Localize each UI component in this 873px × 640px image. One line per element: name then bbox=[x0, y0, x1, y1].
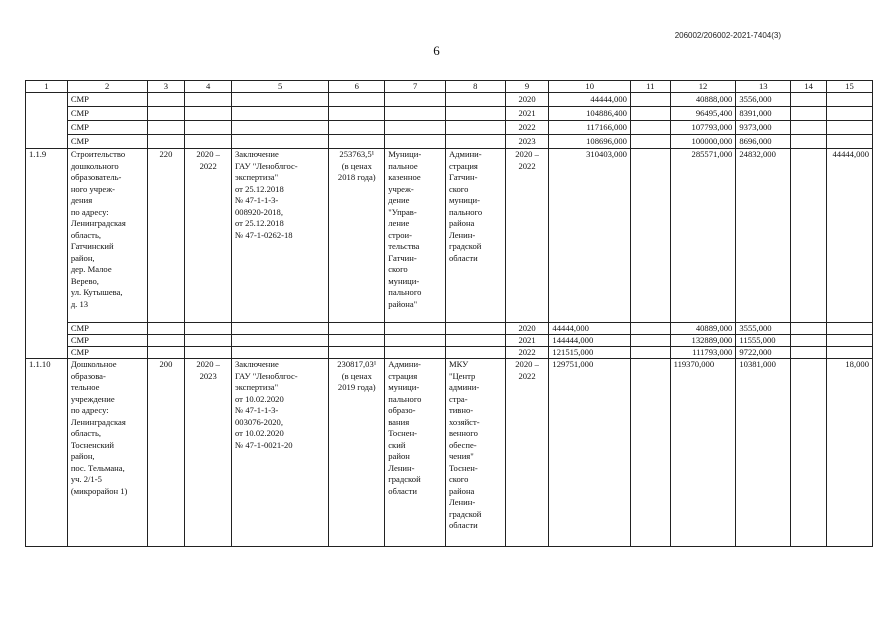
cell-local: 9722,000 bbox=[736, 347, 791, 359]
cell-estimate: 253763,5¹ (в ценах 2018 года) bbox=[329, 149, 385, 323]
cell-local: 8391,000 bbox=[736, 107, 791, 121]
cell-regional: 107793,000 bbox=[670, 121, 736, 135]
cell-estimate: 230817,03¹ (в ценах 2019 года) bbox=[329, 359, 385, 547]
table-header-row bbox=[26, 81, 873, 93]
table-row bbox=[26, 149, 873, 323]
cell-smr-label: СМР bbox=[67, 107, 147, 121]
cell-year: 2020 – 2022 bbox=[505, 149, 549, 323]
cell-developer: МКУ "Центр админи- стра- тивно- хозяйст- венного обеспе- чения" Тоснен- ского района Ленин- градской области bbox=[445, 359, 505, 547]
cell-total: 144444,000 bbox=[549, 335, 631, 347]
cell-item-number: 1.1.9 bbox=[26, 149, 68, 359]
cell-total: 310403,000 bbox=[549, 149, 631, 323]
column-header: 15 bbox=[826, 81, 872, 93]
cell-regional: 111793,000 bbox=[670, 347, 736, 359]
column-header: 4 bbox=[185, 81, 232, 93]
cell-total: 117166,000 bbox=[549, 121, 631, 135]
cell-total: 108696,000 bbox=[549, 135, 631, 149]
cell-local: 8696,000 bbox=[736, 135, 791, 149]
column-header: 1 bbox=[26, 81, 68, 93]
table-row bbox=[26, 359, 873, 547]
cell-local: 11555,000 bbox=[736, 335, 791, 347]
cell-total: 104886,400 bbox=[549, 107, 631, 121]
cell-regional: 40889,000 bbox=[670, 323, 736, 335]
cell-year: 2020 bbox=[505, 93, 549, 107]
cell-developer: Админи- страция Гатчин- ского муници- пального района Ленин- градской области bbox=[445, 149, 505, 323]
table-row bbox=[26, 347, 873, 359]
cell-total: 121515,000 bbox=[549, 347, 631, 359]
cell-smr-label: СМР bbox=[67, 323, 147, 335]
column-header: 7 bbox=[385, 81, 446, 93]
cell-capacity: 200 bbox=[147, 359, 185, 547]
cell-local: 3556,000 bbox=[736, 93, 791, 107]
cell-period: 2020 – 2022 bbox=[185, 149, 232, 323]
column-header: 9 bbox=[505, 81, 549, 93]
table-row bbox=[26, 335, 873, 347]
cell-year: 2022 bbox=[505, 121, 549, 135]
cell-regional: 119370,000 bbox=[670, 359, 736, 547]
cell-local: 9373,000 bbox=[736, 121, 791, 135]
cell-year: 2023 bbox=[505, 135, 549, 149]
column-header: 12 bbox=[670, 81, 736, 93]
cell-period: 2020 – 2023 bbox=[185, 359, 232, 547]
cell-object-name: Строительство дошкольного образователь- ного учреж- дения по адресу: Ленинградская область, Гатчинский район, дер. Малое Верево, ул. Кутышева, д. 13 bbox=[67, 149, 147, 323]
column-header: 11 bbox=[630, 81, 670, 93]
table-row bbox=[26, 121, 873, 135]
cell-year: 2020 bbox=[505, 323, 549, 335]
cell-smr-label: СМР bbox=[67, 121, 147, 135]
cell-extra: 18,000 bbox=[826, 359, 872, 547]
page-number: 6 bbox=[433, 43, 440, 58]
cell-empty bbox=[26, 93, 68, 149]
cell-object-name: Дошкольное образова- тельное учреждение по адресу: Ленинградская область, Тосненский район, пос. Тельмана, уч. 2/1-5 (микрорайон 1) bbox=[67, 359, 147, 547]
cell-total: 44444,000 bbox=[549, 93, 631, 107]
cell-year: 2022 bbox=[505, 347, 549, 359]
document-id: 206002/206002-2021-7404(3) bbox=[674, 31, 781, 40]
column-header: 14 bbox=[791, 81, 827, 93]
cell-year: 2021 bbox=[505, 107, 549, 121]
cell-capacity: 220 bbox=[147, 149, 185, 323]
budget-table bbox=[25, 80, 873, 547]
cell-total: 129751,000 bbox=[549, 359, 631, 547]
cell-customer: Админи- страция муници- пального образо- вания Тоснен- ский район Ленин- градской области bbox=[385, 359, 446, 547]
column-header: 10 bbox=[549, 81, 631, 93]
table-row bbox=[26, 93, 873, 107]
cell-year: 2020 – 2022 bbox=[505, 359, 549, 547]
cell-year: 2021 bbox=[505, 335, 549, 347]
column-header: 6 bbox=[329, 81, 385, 93]
cell-local: 3555,000 bbox=[736, 323, 791, 335]
cell-smr-label: СМР bbox=[67, 335, 147, 347]
column-header: 2 bbox=[67, 81, 147, 93]
cell-smr-label: СМР bbox=[67, 347, 147, 359]
cell-local: 10381,000 bbox=[736, 359, 791, 547]
table-row bbox=[26, 323, 873, 335]
cell-regional: 132889,000 bbox=[670, 335, 736, 347]
cell-customer: Муници- пальное казенное учреж- дение "Управ- ление строи- тельства Гатчин- ского муници- пального района" bbox=[385, 149, 446, 323]
table-row bbox=[26, 107, 873, 121]
cell-extra: 44444,000 bbox=[826, 149, 872, 323]
cell-expertise: Заключение ГАУ "Леноблгос- экспертиза" от 10.02.2020 № 47-1-1-3- 003076-2020, от 10.02.2020 № 47-1-0021-20 bbox=[232, 359, 329, 547]
cell-local: 24832,000 bbox=[736, 149, 791, 323]
cell-total: 44444,000 bbox=[549, 323, 631, 335]
column-header: 3 bbox=[147, 81, 185, 93]
cell-regional: 285571,000 bbox=[670, 149, 736, 323]
column-header: 8 bbox=[445, 81, 505, 93]
cell-smr-label: СМР bbox=[67, 135, 147, 149]
column-header: 13 bbox=[736, 81, 791, 93]
cell-regional: 100000,000 bbox=[670, 135, 736, 149]
cell-smr-label: СМР bbox=[67, 93, 147, 107]
cell-item-number: 1.1.10 bbox=[26, 359, 68, 547]
cell-regional: 96495,400 bbox=[670, 107, 736, 121]
table-row bbox=[26, 135, 873, 149]
cell-regional: 40888,000 bbox=[670, 93, 736, 107]
column-header: 5 bbox=[232, 81, 329, 93]
cell-expertise: Заключение ГАУ "Леноблгос- экспертиза" от 25.12.2018 № 47-1-1-3- 008920-2018, от 25.12.2018 № 47-1-0262-18 bbox=[232, 149, 329, 323]
